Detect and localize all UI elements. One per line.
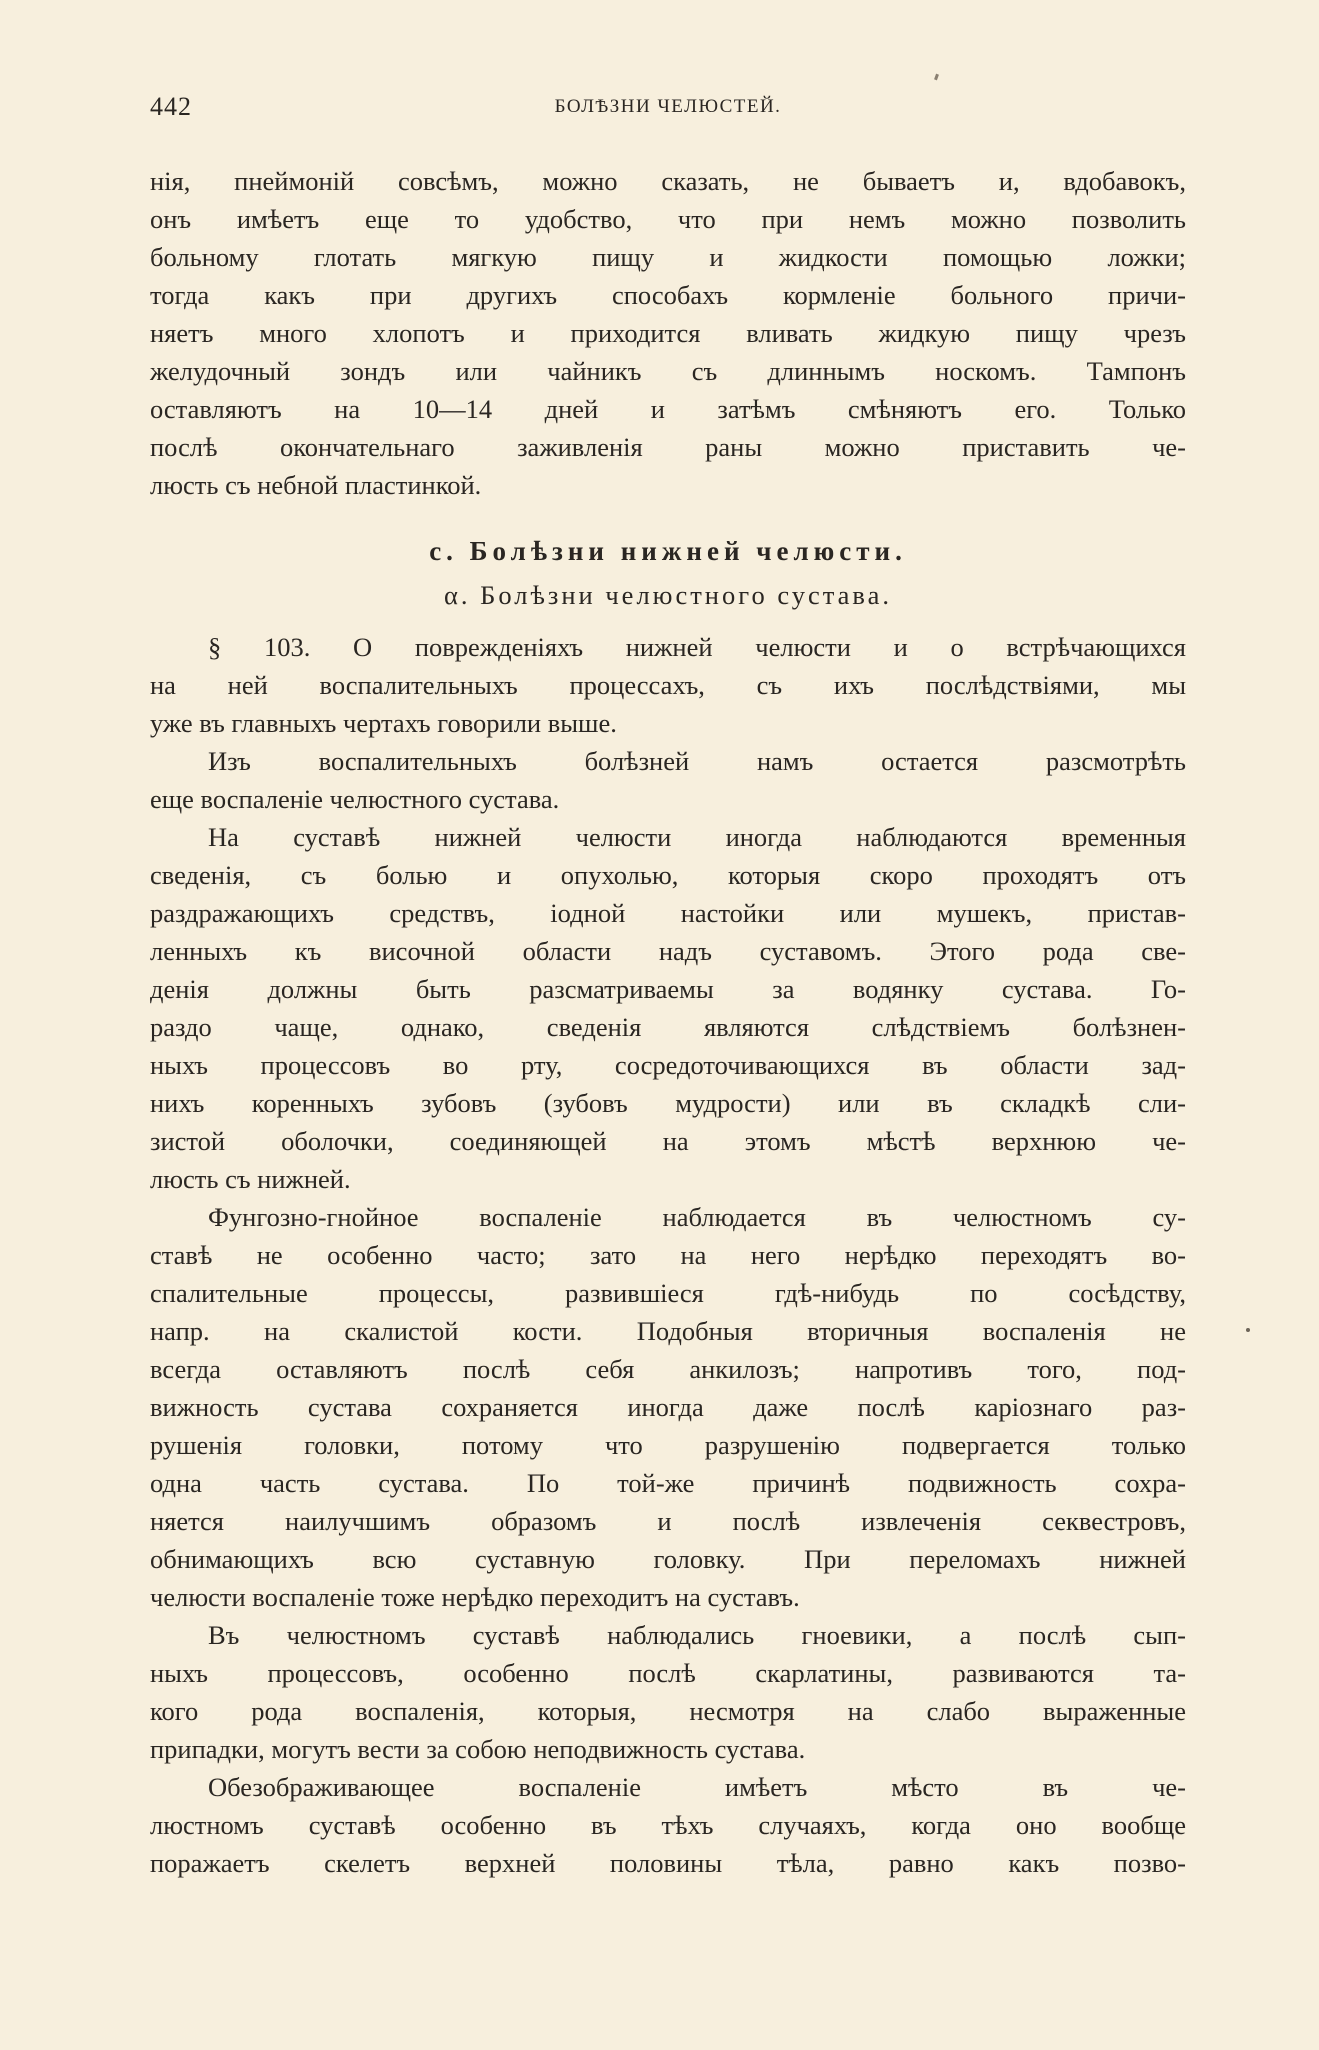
paragraph	[150, 818, 1186, 1198]
paragraph	[150, 1768, 1186, 1882]
text-line: раздо чаще, однако, сведенія являются слѣдствіемъ болѣзнен-	[150, 1012, 1186, 1042]
paragraph-continuation	[150, 162, 1186, 504]
text-line: оставляютъ на 10—14 дней и затѣмъ смѣняютъ его. Только	[150, 394, 1186, 424]
text-line: поражаетъ скелетъ верхней половины тѣла, равно какъ позво-	[150, 1848, 1186, 1878]
text-line: еще воспаленіе челюстного сустава.	[150, 784, 560, 814]
text-line: люсть съ небной пластинкой.	[150, 470, 482, 500]
text-line: ныхъ процессовъ во рту, сосредоточивающихся въ области зад-	[150, 1050, 1186, 1080]
text-line: нихъ коренныхъ зубовъ (зубовъ мудрости) или въ складкѣ сли-	[150, 1088, 1186, 1118]
text-line: денія должны быть разсматриваемы за водянку сустава. Го-	[150, 974, 1186, 1004]
text-line: ленныхъ къ височной области надъ суставомъ. Этого рода све-	[150, 936, 1186, 966]
text-line: На суставѣ нижней челюсти иногда наблюдаются временныя	[208, 822, 1186, 852]
paragraph	[150, 742, 1186, 818]
text-line: няется наилучшимъ образомъ и послѣ извлеченія секвестровъ,	[150, 1506, 1186, 1536]
body-text	[150, 162, 1186, 1882]
text-line: одна часть сустава. По той-же причинѣ подвижность сохра-	[150, 1468, 1186, 1498]
text-line: сведенія, съ болью и опухолью, которыя скоро проходятъ отъ	[150, 860, 1186, 890]
section-heading: c. Болѣзни нижней челюсти.	[429, 536, 907, 566]
paragraph	[150, 1616, 1186, 1768]
text-line: рушенія головки, потому что разрушенію подвергается только	[150, 1430, 1186, 1460]
text-line: Изъ воспалительныхъ болѣзней намъ остается разсмотрѣть	[208, 746, 1186, 776]
text-line: Обезображивающее воспаленіе имѣетъ мѣсто въ че-	[208, 1772, 1186, 1802]
text-line: люсть съ нижней.	[150, 1164, 351, 1194]
text-line: припадки, могутъ вести за собою неподвижность сустава.	[150, 1734, 806, 1764]
text-line: обнимающихъ всю суставную головку. При переломахъ нижней	[150, 1544, 1186, 1574]
paragraph-section-103	[150, 628, 1186, 742]
text-line: спалительные процессы, развившіеся гдѣ-нибудь по сосѣдству,	[150, 1278, 1186, 1308]
text-line: ныхъ процессовъ, особенно послѣ скарлатины, развиваются та-	[150, 1658, 1186, 1688]
text-line: Въ челюстномъ суставѣ наблюдались гноевики, а послѣ сып-	[208, 1620, 1186, 1650]
text-line: Фунгозно-гнойное воспаленіе наблюдается въ челюстномъ су-	[208, 1202, 1186, 1232]
text-line: ставѣ не особенно часто; зато на него нерѣдко переходятъ во-	[150, 1240, 1186, 1270]
subsection-heading: α. Болѣзни челюстного сустава.	[444, 580, 892, 610]
text-line: тогда какъ при другихъ способахъ кормленіе больного причи-	[150, 280, 1186, 310]
page-number: 442	[150, 92, 192, 121]
running-title: БОЛѢЗНИ ЧЕЛЮСТЕЙ.	[554, 96, 782, 117]
text-line: нія, пнеймоній совсѣмъ, можно сказать, не бываетъ и, вдобавокъ,	[150, 166, 1186, 196]
text-line: няетъ много хлопотъ и приходится вливать жидкую пищу чрезъ	[150, 318, 1186, 348]
text-line: желудочный зондъ или чайникъ съ длиннымъ носкомъ. Тампонъ	[150, 356, 1186, 386]
text-line: уже въ главныхъ чертахъ говорили выше.	[150, 708, 617, 738]
text-line: всегда оставляютъ послѣ себя анкилозъ; напротивъ того, под-	[150, 1354, 1186, 1384]
text-line: люстномъ суставѣ особенно въ тѣхъ случаяхъ, когда оно вообще	[150, 1810, 1186, 1840]
print-speck	[934, 74, 939, 81]
text-line: челюсти воспаленіе тоже нерѣдко переходитъ на суставъ.	[150, 1582, 800, 1612]
text-line: вижность сустава сохраняется иногда даже послѣ каріознаго раз-	[150, 1392, 1186, 1422]
text-line: послѣ окончательнаго заживленія раны можно приставить че-	[150, 432, 1186, 462]
text-line: больному глотать мягкую пищу и жидкости помощью ложки;	[150, 242, 1186, 272]
text-line: кого рода воспаленія, которыя, несмотря на слабо выраженные	[150, 1696, 1186, 1726]
text-line: напр. на скалистой кости. Подобныя вторичныя воспаленія не	[150, 1316, 1186, 1346]
text-line: онъ имѣетъ еще то удобство, что при немъ можно позволить	[150, 204, 1186, 234]
text-line: § 103. О поврежденіяхъ нижней челюсти и о встрѣчающихся	[208, 632, 1186, 662]
print-speck	[1246, 1328, 1250, 1332]
paragraph	[150, 1198, 1186, 1616]
text-line: на ней воспалительныхъ процессахъ, съ ихъ послѣдствіями, мы	[150, 670, 1186, 700]
text-line: зистой оболочки, соединяющей на этомъ мѣстѣ верхнюю че-	[150, 1126, 1186, 1156]
text-line: раздражающихъ средствъ, іодной настойки или мушекъ, пристав-	[150, 898, 1186, 928]
running-head	[150, 92, 1186, 128]
